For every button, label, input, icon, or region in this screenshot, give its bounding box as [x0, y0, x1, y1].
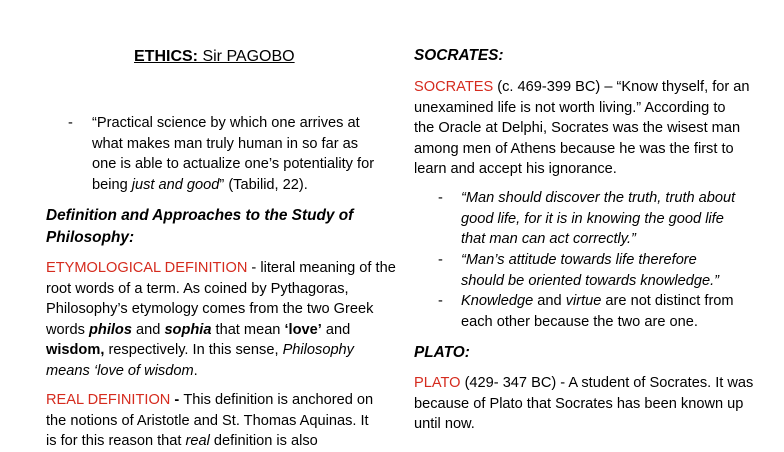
real-definition-paragraph: REAL DEFINITION - This definition is anchored on the notions of Aristotle and St. Thomas Aquinas. It is for this reason that real definition is also	[46, 392, 374, 450]
plato-paragraph: PLATO (429- 347 BC) - A student of Socrates. It was because of Plato that Socrates has been known up until now.	[414, 375, 754, 433]
bullet-dash: -	[438, 293, 443, 309]
etymological-paragraph: ETYMOLOGICAL DEFINITION - literal meaning of the root words of a term. As coined by Pythagoras, Philosophy’s etymology comes from the two Greek words philos and sophia that mean ‘love’ and wisdom, respectively. In this sense, Philosophy means ‘love of wisdom.	[46, 260, 396, 379]
section-heading-1: Definition and Approaches to the Study of	[46, 207, 354, 224]
bullet-dash: -	[438, 252, 443, 268]
page-title	[134, 46, 295, 68]
section-heading-2: Philosophy:	[46, 229, 135, 246]
socrates-heading: SOCRATES:	[414, 47, 504, 64]
quote-line: being just and good” (Tabilid, 22).	[92, 176, 308, 193]
plato-name: PLATO	[414, 375, 461, 391]
bullet-dash: -	[68, 115, 73, 131]
socrates-name: SOCRATES	[414, 79, 494, 95]
real-definition-label: REAL DEFINITION	[46, 392, 171, 408]
quote-line: “Practical science by which one arrives at	[92, 115, 360, 131]
document-page: ETHICS: Sir PAGOBO - “Practical science by which one arrives at what makes man truly human in so far as one is able to actualize one’s potentiality for being just and good” (Tabilid, 22). Definition and Approaches to the Study of Philosophy: ETYMOLOGICAL DEFINITION - literal meaning of the root words of a term. As coined by Pythagoras, Philosophy’s etymology comes from the two Greek words philos and sophia that mean ‘love’ and wisdom, respectively. In this sense, Philosophy means ‘love of wisdom. REAL DEFINITION - This definition is anchored on the notions of Aristotle and St. Thomas Aquinas. It is for this reason that real definition is also SOCRATES: SOCRATES (c. 469-399 BC) – “Know thyself, for an unexamined life is not worth living.” According to the Oracle at Delphi, Socrates was the wisest man among men of Athens because he was the first to learn and accept his ignorance. - “Man should discover the truth, truth about good life, for it is in knowing the good life that man can act correctly.” - “Man’s attitude towards life therefore should be oriented towards knowledge.” - Knowledge and virtue are not distinct from each other because the two are one. PLATO: PLATO (429- 347 BC) - A student of Socrates. It was because of Plato that Socrates has been known up until now.	[0, 0, 784, 441]
quote-line: one is able to actualize one’s potentiality for	[92, 156, 375, 173]
bullet-dash: -	[438, 190, 443, 206]
socrates-paragraph: SOCRATES (c. 469-399 BC) – “Know thyself, for an unexamined life is not worth living.” According to the Oracle at Delphi, Socrates was the wisest man among men of Athens because he was the first to learn and accept his ignorance.	[414, 79, 750, 178]
quote-line: what makes man truly human in so far as	[92, 135, 359, 152]
plato-heading: PLATO:	[414, 344, 470, 361]
etymological-label: ETYMOLOGICAL DEFINITION	[46, 260, 248, 276]
title-bold: ETHICS:	[134, 48, 198, 65]
title-rest: Sir PAGOBO	[198, 48, 295, 65]
